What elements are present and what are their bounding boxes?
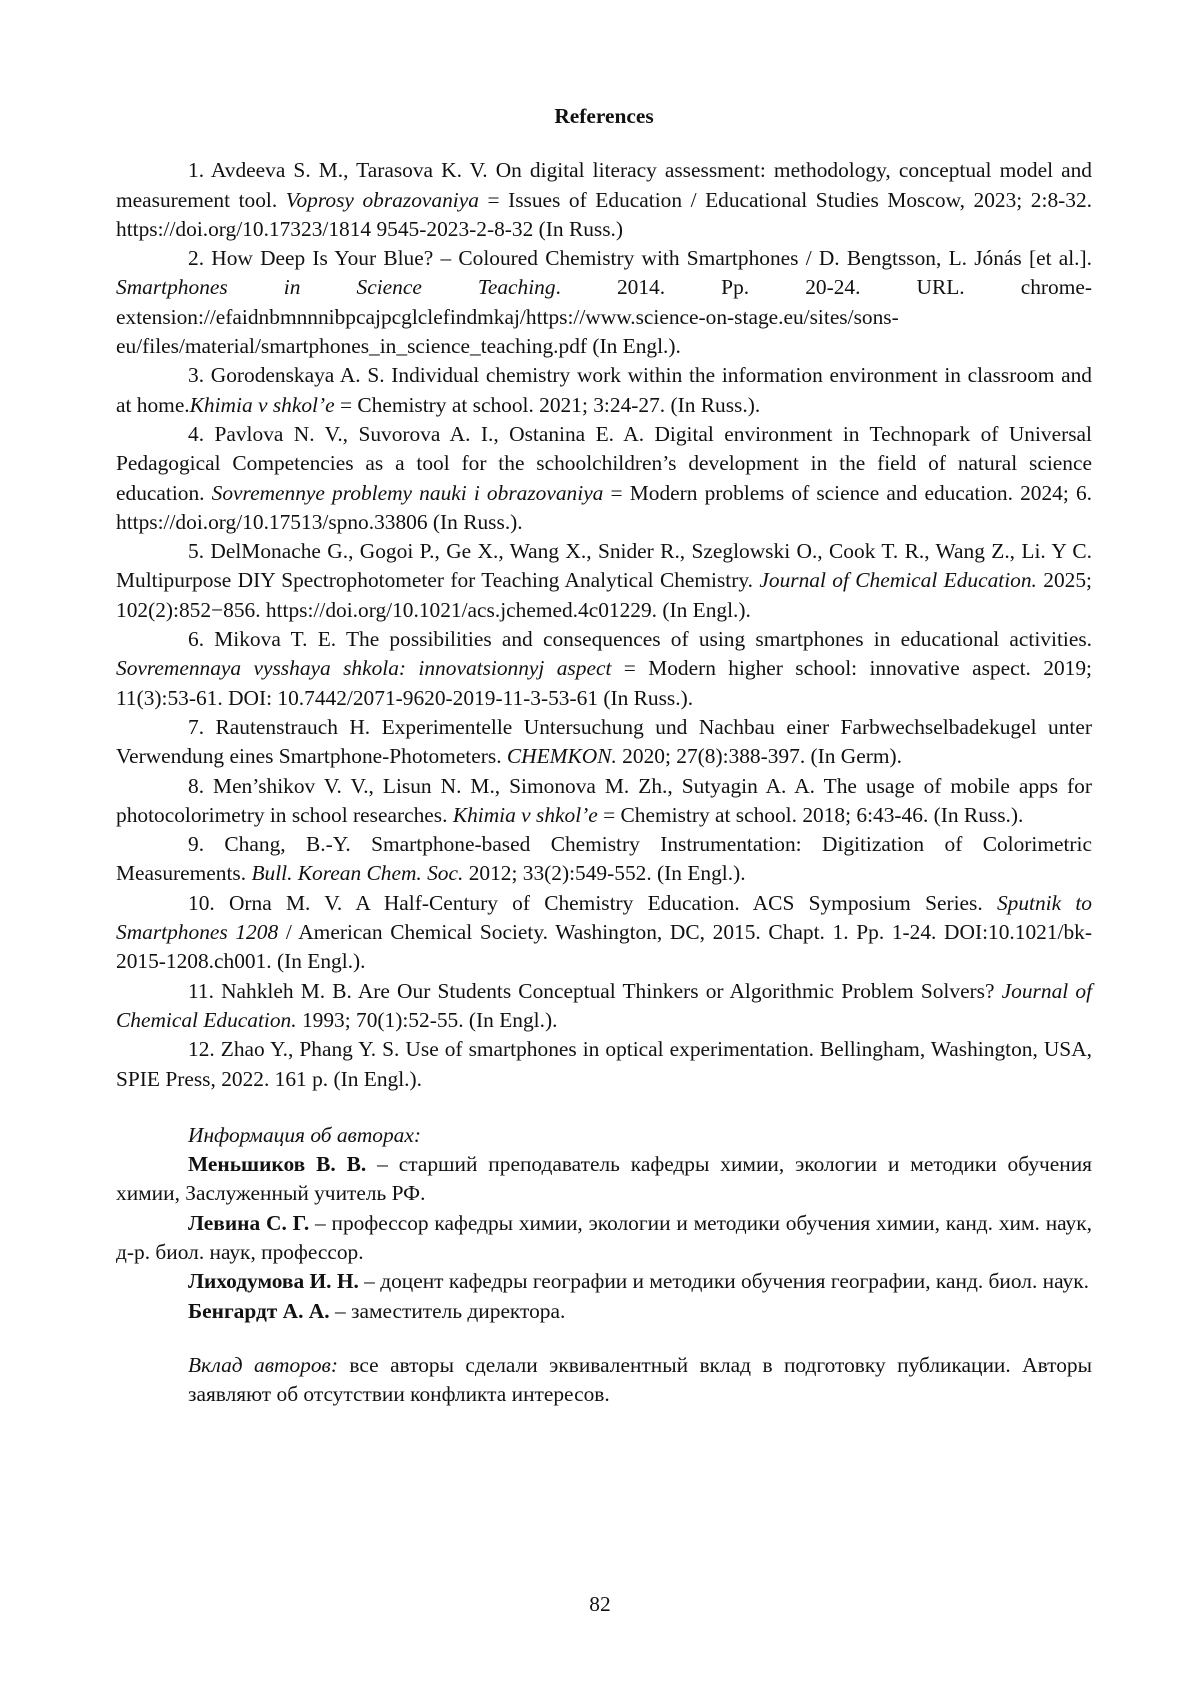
author-entry: [116, 1267, 1092, 1296]
reference-item: [116, 772, 1092, 831]
author-description: – заместитель директора.: [329, 1298, 566, 1323]
page-content: [116, 102, 1092, 1409]
author-name: Левина С. Г.: [188, 1210, 310, 1235]
author-name: Лиходумова И. Н.: [188, 1269, 359, 1294]
reference-text: 5. DelMonache G., Gogoi P., Ge X., Wang X., Snider R., Szeglowski O., Cook T. R., Wang Z., Li. Y C. Multipurpose DIY Spectrophotometer for Teaching Analytical Chemistry.: [116, 539, 1092, 593]
reference-source-title: Journal of Chemical Education.: [759, 568, 1037, 593]
author-name: Бенгардт А. А.: [188, 1298, 330, 1323]
author-list: [116, 1150, 1092, 1326]
reference-item: [116, 889, 1092, 977]
reference-list: [116, 156, 1092, 1094]
authors-info-heading: Информация об авторах:: [188, 1122, 421, 1147]
reference-text: 2. How Deep Is Your Blue? – Coloured Chemistry with Smartphones / D. Bengtsson, L. Jónás [et al.].: [188, 246, 1092, 271]
reference-text: = Modern problems of science and education. 2024; 6. https://doi.org/10.17513/spno.33806 (In Russ.).: [116, 480, 1093, 534]
author-contribution: [116, 1351, 1092, 1410]
contribution-text: все авторы сделали эквивалентный вклад в подготовку публикации. Авторы заявляют об отсутствии конфликта интересов.: [188, 1352, 1092, 1407]
reference-text: 2020; 27(8):388-397. (In Germ).: [616, 744, 902, 769]
author-entry: [116, 1209, 1092, 1268]
reference-text: 4. Pavlova N. V., Suvorova A. I., Ostanina E. A. Digital environment in Technopark of Universal Pedagogical Competencies as a tool for the schoolchildren’s development in the field of natural science education.: [116, 421, 1092, 505]
author-description: – старший преподаватель кафедры химии, экологии и методики обучения химии, Заслуженный учитель РФ.: [116, 1152, 1092, 1206]
reference-text: = Issues of Education / Educational Studies Moscow, 2023; 2:8-32. https://doi.org/10.17323/1814 9545-2023-2-8-32 (In Russ.): [116, 187, 1093, 241]
reference-item: [116, 977, 1092, 1036]
reference-text: 3. Gorodenskaya A. S. Individual chemistry work within the information environment in classroom and at home.: [116, 363, 1092, 417]
reference-text: 11. Nahkleh M. B. Are Our Students Conceptual Thinkers or Algorithmic Problem Solvers?: [188, 978, 1002, 1003]
reference-source-title: Journal of Chemical Education.: [116, 978, 1093, 1032]
reference-item: [116, 713, 1092, 772]
author-description: – доцент кафедры географии и методики обучения географии, канд. биол. наук.: [358, 1269, 1089, 1294]
reference-item: [116, 830, 1092, 889]
reference-item: [116, 420, 1092, 537]
reference-text: 10. Orna M. V. A Half-Century of Chemistry Education. ACS Symposium Series.: [188, 890, 997, 915]
reference-text: 6. Mikova T. E. The possibilities and consequences of using smartphones in educational activities.: [188, 627, 1092, 652]
page-number: 82: [589, 1592, 611, 1616]
reference-source-title: Voprosy obrazovaniya: [285, 187, 479, 212]
reference-item: [116, 1035, 1092, 1094]
references-heading: References: [554, 104, 654, 128]
reference-text: = Chemistry at school. 2021; 3:24-27. (In Russ.).: [334, 392, 761, 417]
reference-source-title: Sovremennye problemy nauki i obrazovaniya: [211, 480, 604, 505]
reference-text: 1. Avdeeva S. M., Tarasova K. V. On digital literacy assessment: methodology, conceptual model and measurement tool.: [116, 158, 1092, 212]
reference-source-title: Sovremennaya vysshaya shkola: innovatsionnyj aspect: [116, 656, 612, 681]
reference-text: = Chemistry at school. 2018; 6:43-46. (In Russ.).: [597, 802, 1024, 827]
reference-source-title: Khimia v shkol’e: [452, 802, 598, 827]
reference-text: 8. Men’shikov V. V., Lisun N. M., Simonova M. Zh., Sutyagin A. A. The usage of mobile apps for photocolorimetry in school researches.: [116, 773, 1092, 827]
reference-item: [116, 156, 1092, 244]
reference-source-title: Bull. Korean Chem. Soc.: [251, 861, 464, 886]
reference-text: / American Chemical Society. Washington, DC, 2015. Chapt. 1. Pp. 1-24. DOI:10.1021/bk-2015-1208.ch001. (In Engl.).: [116, 920, 1092, 974]
author-entry: [116, 1297, 1092, 1326]
reference-text: 7. Rautenstrauch H. Experimentelle Untersuchung und Nachbau einer Farbwechselbadekugel unter Verwendung eines Smartphone-Photometers.: [116, 714, 1092, 769]
reference-source-title: Smartphones in Science Teaching: [116, 275, 556, 300]
reference-text: 1993; 70(1):52-55. (In Engl.).: [296, 1007, 558, 1032]
reference-text: 2025; 102(2):852−856. https://doi.org/10.1021/acs.jchemed.4c01229. (In Engl.).: [116, 568, 1092, 622]
reference-source-title: Sputnik to Smartphones 1208: [116, 890, 1093, 945]
reference-source-title: Khimia v shkol’e: [189, 392, 335, 417]
author-description: – профессор кафедры химии, экологии и методики обучения химии, канд. хим. наук, д-р. биол. наук, профессор.: [116, 1210, 1092, 1264]
reference-item: [116, 244, 1092, 361]
contribution-label: Вклад авторов:: [188, 1352, 338, 1377]
author-entry: [116, 1150, 1092, 1209]
reference-item: [116, 361, 1092, 420]
reference-item: [116, 625, 1092, 713]
author-name: Меньшиков В. В.: [188, 1152, 367, 1177]
reference-text: 9. Chang, B.-Y. Smartphone-based Chemistry Instrumentation: Digitization of Colorimetric Measurements.: [116, 832, 1092, 886]
reference-text: . 2014. Pp. 20-24. URL. chrome-extension://efaidnbmnnnibpcajpcglclefindmkaj/https://www.science-on-stage.eu/sites/sons-eu/files/material/smartphones_in_science_teaching.pdf (In Engl.).: [116, 275, 1092, 359]
reference-text: 12. Zhao Y., Phang Y. S. Use of smartphones in optical experimentation. Bellingham, Washington, USA, SPIE Press, 2022. 161 p. (In Engl.).: [116, 1037, 1092, 1091]
reference-source-title: CHEMKON.: [506, 744, 617, 769]
reference-text: 2012; 33(2):549-552. (In Engl.).: [463, 861, 746, 886]
reference-item: [116, 537, 1092, 625]
reference-text: = Modern higher school: innovative aspect. 2019; 11(3):53-61. DOI: 10.7442/2071-9620-2019-11-3-53-61 (In Russ.).: [116, 656, 1092, 710]
